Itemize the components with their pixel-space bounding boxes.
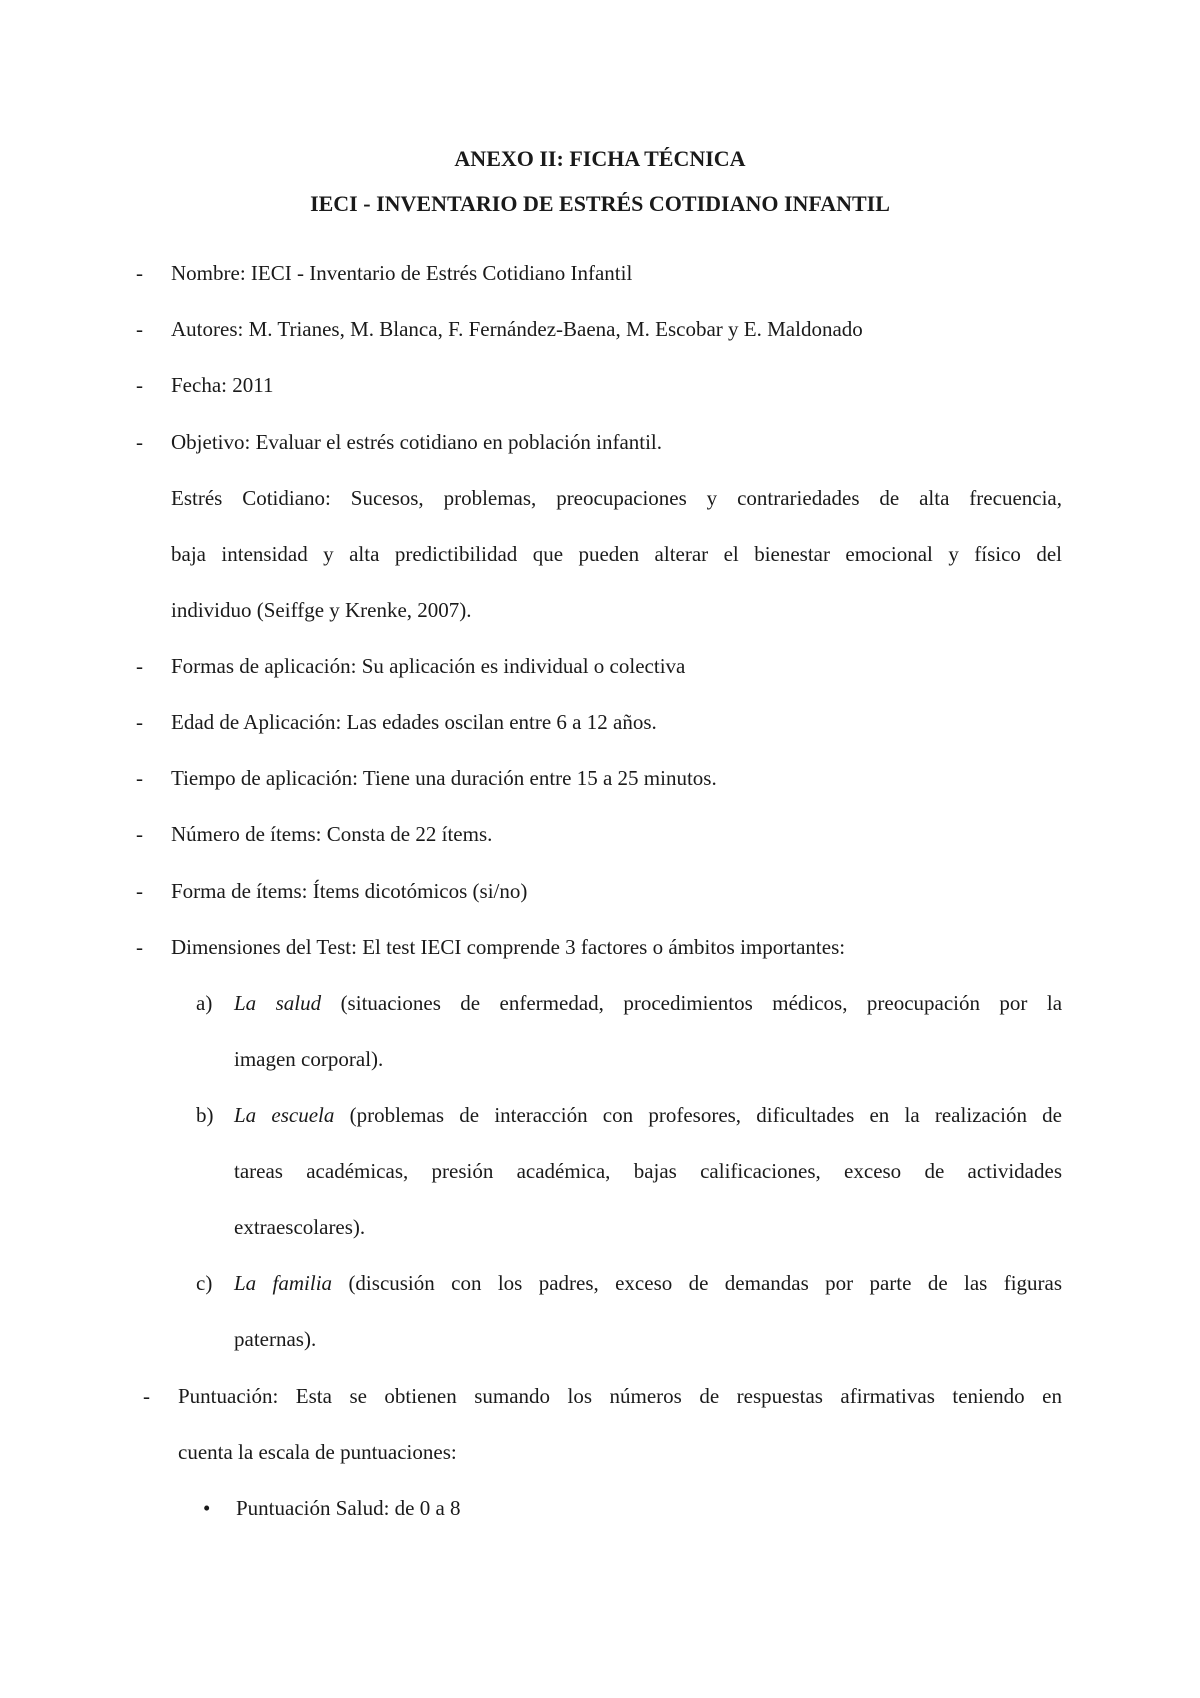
factor-a-marker: a) bbox=[196, 991, 213, 1015]
list-dash: - bbox=[136, 373, 143, 397]
puntuacion-line-1: Puntuación: Esta se obtienen sumando los números de respuestas afirmativas teniendo en bbox=[178, 1384, 1062, 1408]
factor-b-name: La escuela bbox=[234, 1103, 335, 1127]
item-edad: Edad de Aplicación: Las edades oscilan entre 6 a 12 años. bbox=[171, 710, 657, 734]
item-forma-items: Forma de ítems: Ítems dicotómicos (si/no) bbox=[171, 879, 528, 903]
factor-b-marker: b) bbox=[196, 1103, 214, 1127]
factor-a-text: (situaciones de enfermedad, procedimientos médicos, preocupación por la bbox=[340, 991, 1063, 1015]
item-numero: Número de ítems: Consta de 22 ítems. bbox=[171, 822, 493, 846]
definition-line-3: individuo (Seiffge y Krenke, 2007). bbox=[171, 598, 472, 622]
list-dash: - bbox=[136, 879, 143, 903]
list-dash: - bbox=[136, 710, 143, 734]
item-tiempo: Tiempo de aplicación: Tiene una duración entre 15 a 25 minutos. bbox=[171, 766, 717, 790]
item-autores: Autores: M. Trianes, M. Blanca, F. Fernández-Baena, M. Escobar y E. Maldonado bbox=[171, 317, 863, 341]
bullet-marker: • bbox=[203, 1496, 211, 1520]
list-dash: - bbox=[136, 935, 143, 959]
factor-a-line-2: imagen corporal). bbox=[234, 1047, 384, 1071]
page-subtitle: IECI - INVENTARIO DE ESTRÉS COTIDIANO INFANTIL bbox=[310, 191, 890, 216]
list-dash: - bbox=[136, 261, 143, 285]
factor-b-line-3: extraescolares). bbox=[234, 1215, 366, 1239]
item-nombre: Nombre: IECI - Inventario de Estrés Cotidiano Infantil bbox=[171, 261, 633, 285]
list-dash: - bbox=[136, 430, 143, 454]
list-dash: - bbox=[143, 1384, 150, 1408]
factor-c-name: La familia bbox=[234, 1271, 333, 1295]
factor-c-line-1 bbox=[234, 1271, 1062, 1296]
list-dash: - bbox=[136, 766, 143, 790]
factor-b-line-2: tareas académicas, presión académica, bajas calificaciones, exceso de actividades bbox=[234, 1159, 1062, 1183]
factor-c-line-2: paternas). bbox=[234, 1327, 317, 1351]
definition-line-2: baja intensidad y alta predictibilidad que pueden alterar el bienestar emocional y físico del bbox=[171, 542, 1062, 566]
factor-b-line-1 bbox=[234, 1103, 1062, 1128]
factor-c-marker: c) bbox=[196, 1271, 213, 1295]
factor-a-name: La salud bbox=[234, 991, 322, 1015]
definition-line-1: Estrés Cotidiano: Sucesos, problemas, preocupaciones y contrariedades de alta frecuencia, bbox=[171, 486, 1062, 510]
item-fecha: Fecha: 2011 bbox=[171, 373, 274, 397]
list-dash: - bbox=[136, 822, 143, 846]
item-objetivo: Objetivo: Evaluar el estrés cotidiano en población infantil. bbox=[171, 430, 663, 454]
page-title: ANEXO II: FICHA TÉCNICA bbox=[454, 146, 746, 171]
factor-c-text: (discusión con los padres, exceso de demandas por parte de las figuras bbox=[348, 1271, 1063, 1295]
item-formas: Formas de aplicación: Su aplicación es individual o colectiva bbox=[171, 654, 686, 678]
item-dimensiones: Dimensiones del Test: El test IECI comprende 3 factores o ámbitos importantes: bbox=[171, 935, 846, 959]
puntuacion-salud: Puntuación Salud: de 0 a 8 bbox=[236, 1496, 461, 1520]
list-dash: - bbox=[136, 317, 143, 341]
list-dash: - bbox=[136, 654, 143, 678]
puntuacion-line-2: cuenta la escala de puntuaciones: bbox=[178, 1440, 457, 1464]
factor-a-line-1 bbox=[234, 991, 1062, 1016]
factor-b-text: (problemas de interacción con profesores, dificultades en la realización de bbox=[349, 1103, 1062, 1127]
